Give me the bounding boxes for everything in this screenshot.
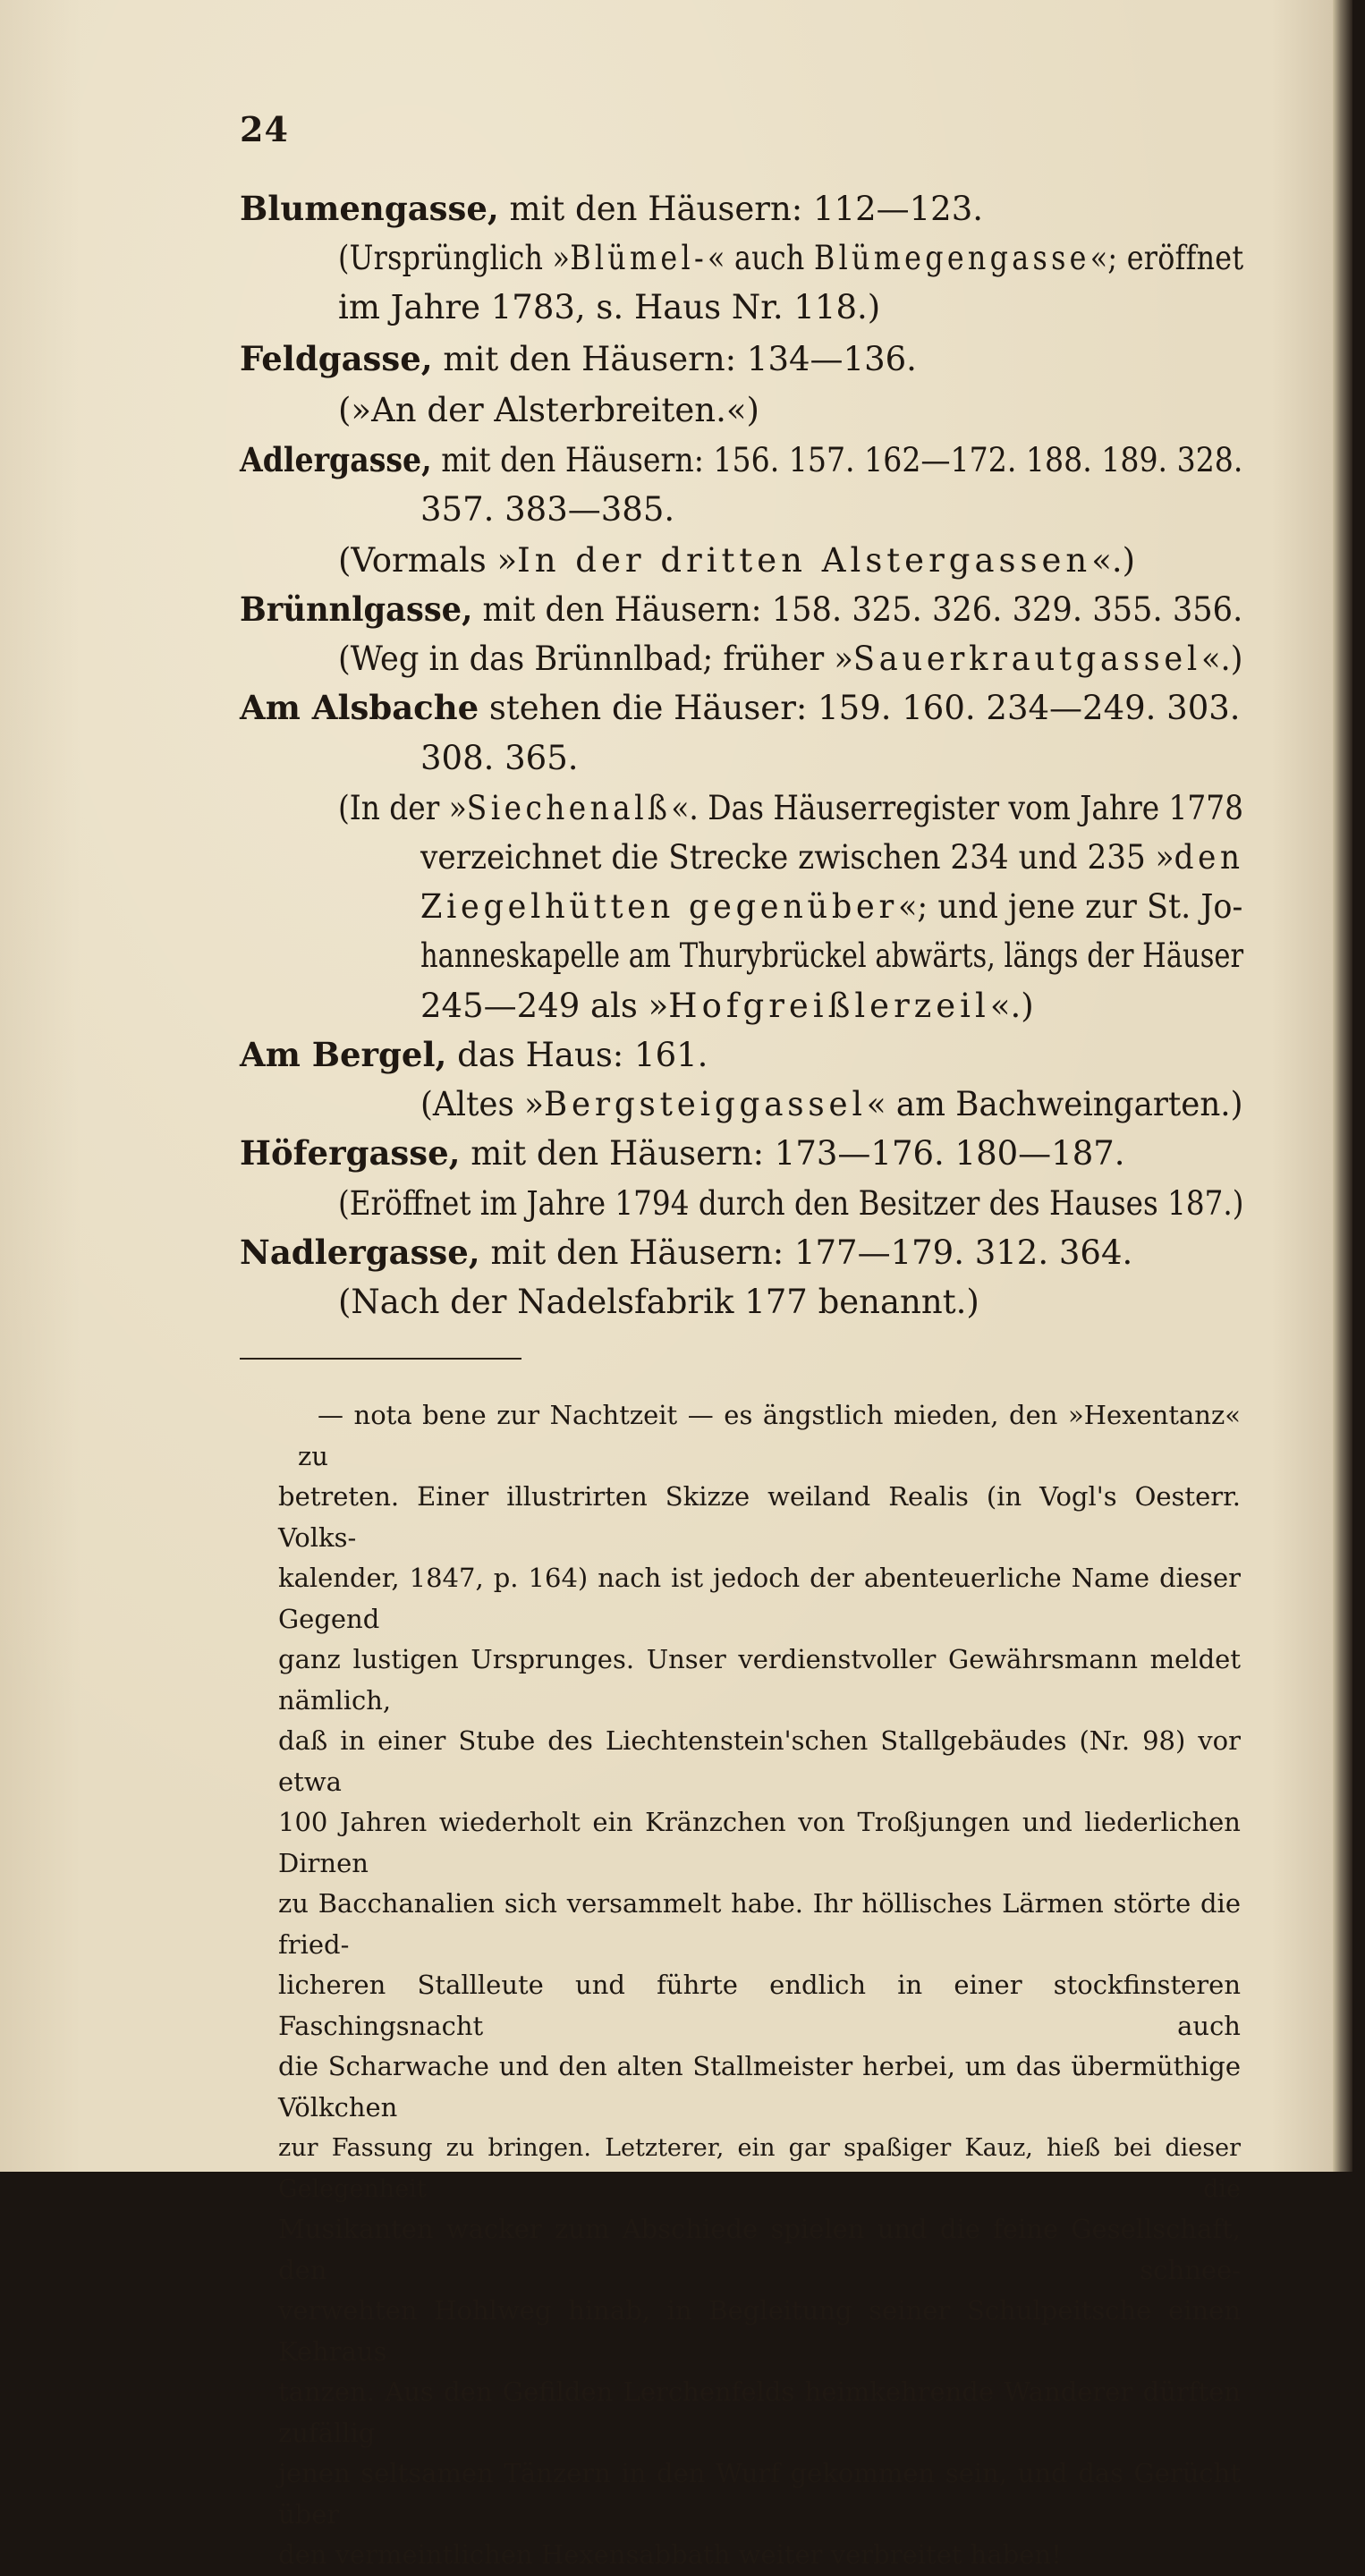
spaced-text: Blümel- [570,239,708,277]
footnote-line: daß in einer Stube des Liechtenstein'schen Stallgebäudes (Nr. 98) vor etwa [278,1725,1241,1797]
entry-line [420,936,1244,975]
entry-line [240,589,1243,629]
entry-line [338,640,1243,678]
spaced-text: den [1174,838,1244,877]
footnote-line: zu Bacchanalien sich versammelt habe. Ihr höllisches Lärmen störte die fried- [278,1888,1241,1960]
entry-text: (»An der Alsterbreiten.«) [338,391,759,429]
entry-text: mit den Häusern: 173—176. 180—187. [460,1134,1125,1173]
entry-line [338,1283,979,1321]
entry-text: (Weg in das Brünnlbad; früher » [338,640,853,678]
entry-text: hanneskapelle am Thurybrückel abwärts, längs der Häuser [420,936,1244,975]
entry-text: mit den Häusern: 158. 325. 326. 329. 355. 356. [472,590,1243,629]
entry-line [338,789,1243,827]
entry-text: mit den Häusern: 134—136. [432,340,917,378]
footnote-line: zur Fassung zu bringen. Letzterer, ein gar spaßiger Kauz, hieß bei dieser Gelegenheit die [278,2134,1241,2203]
entry-text: «; und jene zur St. Jo- [897,887,1243,926]
entry-text: « auch [707,239,814,277]
entry-text: «.) [1091,541,1136,580]
entry-line [420,741,579,775]
footnote [278,1395,1241,2576]
footnote-line: ganz lustigen Ursprunges. Unser verdienstvoller Gewährsmann meldet nämlich, [278,1644,1241,1716]
entry-line [240,688,1241,727]
footnote-line: licheren Stallleute und führte endlich in einer stockfinsteren Faschingsnacht auch [278,1970,1241,2041]
entry-line [338,1184,1244,1223]
entry-text: mit den Häusern: 177—179. 312. 364. [479,1233,1133,1272]
entry-text: (Nach der Nadelsfabrik 177 benannt.) [338,1283,979,1321]
entry-text: im Jahre 1783, s. Haus Nr. 118.) [338,288,881,326]
footnote-line: tanzen. Aus den Gefilden Lerchenfelds heimkehrende Wanderer dürften zufällig [278,2377,1241,2448]
spaced-text: Hofgreißlerzeil [668,987,990,1025]
entry-line [338,541,1136,580]
entry-text: 245—249 als » [420,987,669,1025]
spaced-text: Bergsteiggassel [543,1085,867,1123]
entry-text: (Ursprünglich » [338,239,571,277]
footnote-line: kalender, 1847, p. 164) nach ist jedoch der abenteuerliche Name dieser Gegend [278,1563,1241,1634]
entry-line [240,440,1243,479]
footnote-line: Musikanten wacker zum Abschiede spielen und die feine Gesellschaft, den schnee- [278,2214,1241,2285]
entry-heading: Am Bergel, [240,1035,447,1074]
footnote-line: betreten. Einer illustrirten Skizze weiland Realis (in Vogl's Oesterr. Volks- [278,1481,1241,1553]
spaced-text: Ziegelhütten gegenüber [420,887,898,926]
entry-text: «. Das Häuserregister vom Jahre 1778 [671,789,1243,827]
footnote-line: jenen seltsamen Tänzern in den Wurf gekommen sein, und das Gerücht über [278,2458,1241,2529]
entry-line [240,1133,1125,1173]
entry-line [420,838,1244,877]
entry-text: verzeichnet die Strecke zwischen 234 und 235 » [420,838,1174,877]
entry-text: 308. 365. [420,739,579,777]
entry-heading: Adlergasse, [240,440,432,479]
entry-line [240,1233,1133,1272]
entry-line [420,490,675,529]
entry-line [420,887,1243,926]
entry-text: mit den Häusern: 112—123. [498,190,984,228]
entry-text: «.) [989,987,1034,1025]
page-edge [1333,0,1352,2172]
entry-text: mit den Häusern: 156. 157. 162—172. 188. 189. 328. [431,441,1243,479]
entry-text: (Vormals » [338,541,518,580]
entry-text: «.) [1201,640,1243,678]
entry-heading: Am Alsbache [240,688,479,727]
entry-line [338,288,881,326]
entry-text: (In der » [338,789,467,827]
footnote-line: — nota bene zur Nachtzeit — es ängstlich mieden, den »Hexentanz« zu [298,1400,1241,1471]
page-number: 24 [240,109,289,149]
footnote-line: die Scharwache und den alten Stallmeister herbei, um das übermüthige Völkchen [278,2051,1241,2123]
entry-heading: Nadlergasse, [240,1233,480,1272]
entry-line [240,189,984,228]
entry-text: stehen die Häuser: 159. 160. 234—249. 303. [479,689,1241,727]
entry-heading: Brünnlgasse, [240,589,473,629]
spaced-text: Blümegengasse [813,239,1090,277]
spaced-text: Sauerkrautgassel [852,640,1202,678]
entry-text: 357. 383—385. [420,490,675,529]
footnote-line: den vermeintlichen Hexensabbath weiter verbreitet haben! [278,2539,1062,2570]
entry-text: das Haus: 161. [446,1036,708,1074]
entry-line [338,239,1244,277]
spaced-text: In der dritten Alstergassen [517,541,1092,580]
entry-line [338,391,759,429]
entry-text: «; eröffnet [1089,239,1244,277]
spaced-text: Siechenalß [466,789,672,827]
entry-heading: Feldgasse, [240,339,433,378]
entry-line [240,339,917,378]
footnote-line: 100 Jahren wiederholt ein Kränzchen von Troßjungen und liederlichen Dirnen [278,1807,1241,1878]
entry-text: « am Bachweingarten.) [866,1085,1243,1123]
entry-heading: Höfergasse, [240,1133,461,1173]
entry-heading: Blumengasse, [240,189,499,228]
entry-line [420,1085,1243,1123]
entry-text: (Eröffnet im Jahre 1794 durch den Besitzer des Hauses 187.) [338,1184,1244,1223]
footnote-line: verwehten Hohlweg hinab, in Begleitung seiner Schulpeitsche einen Kehraus [278,2295,1241,2367]
entry-text: (Altes » [420,1085,544,1123]
entry-line [240,1035,708,1074]
entry-line [420,987,1034,1025]
footnote-divider [240,1358,521,1360]
